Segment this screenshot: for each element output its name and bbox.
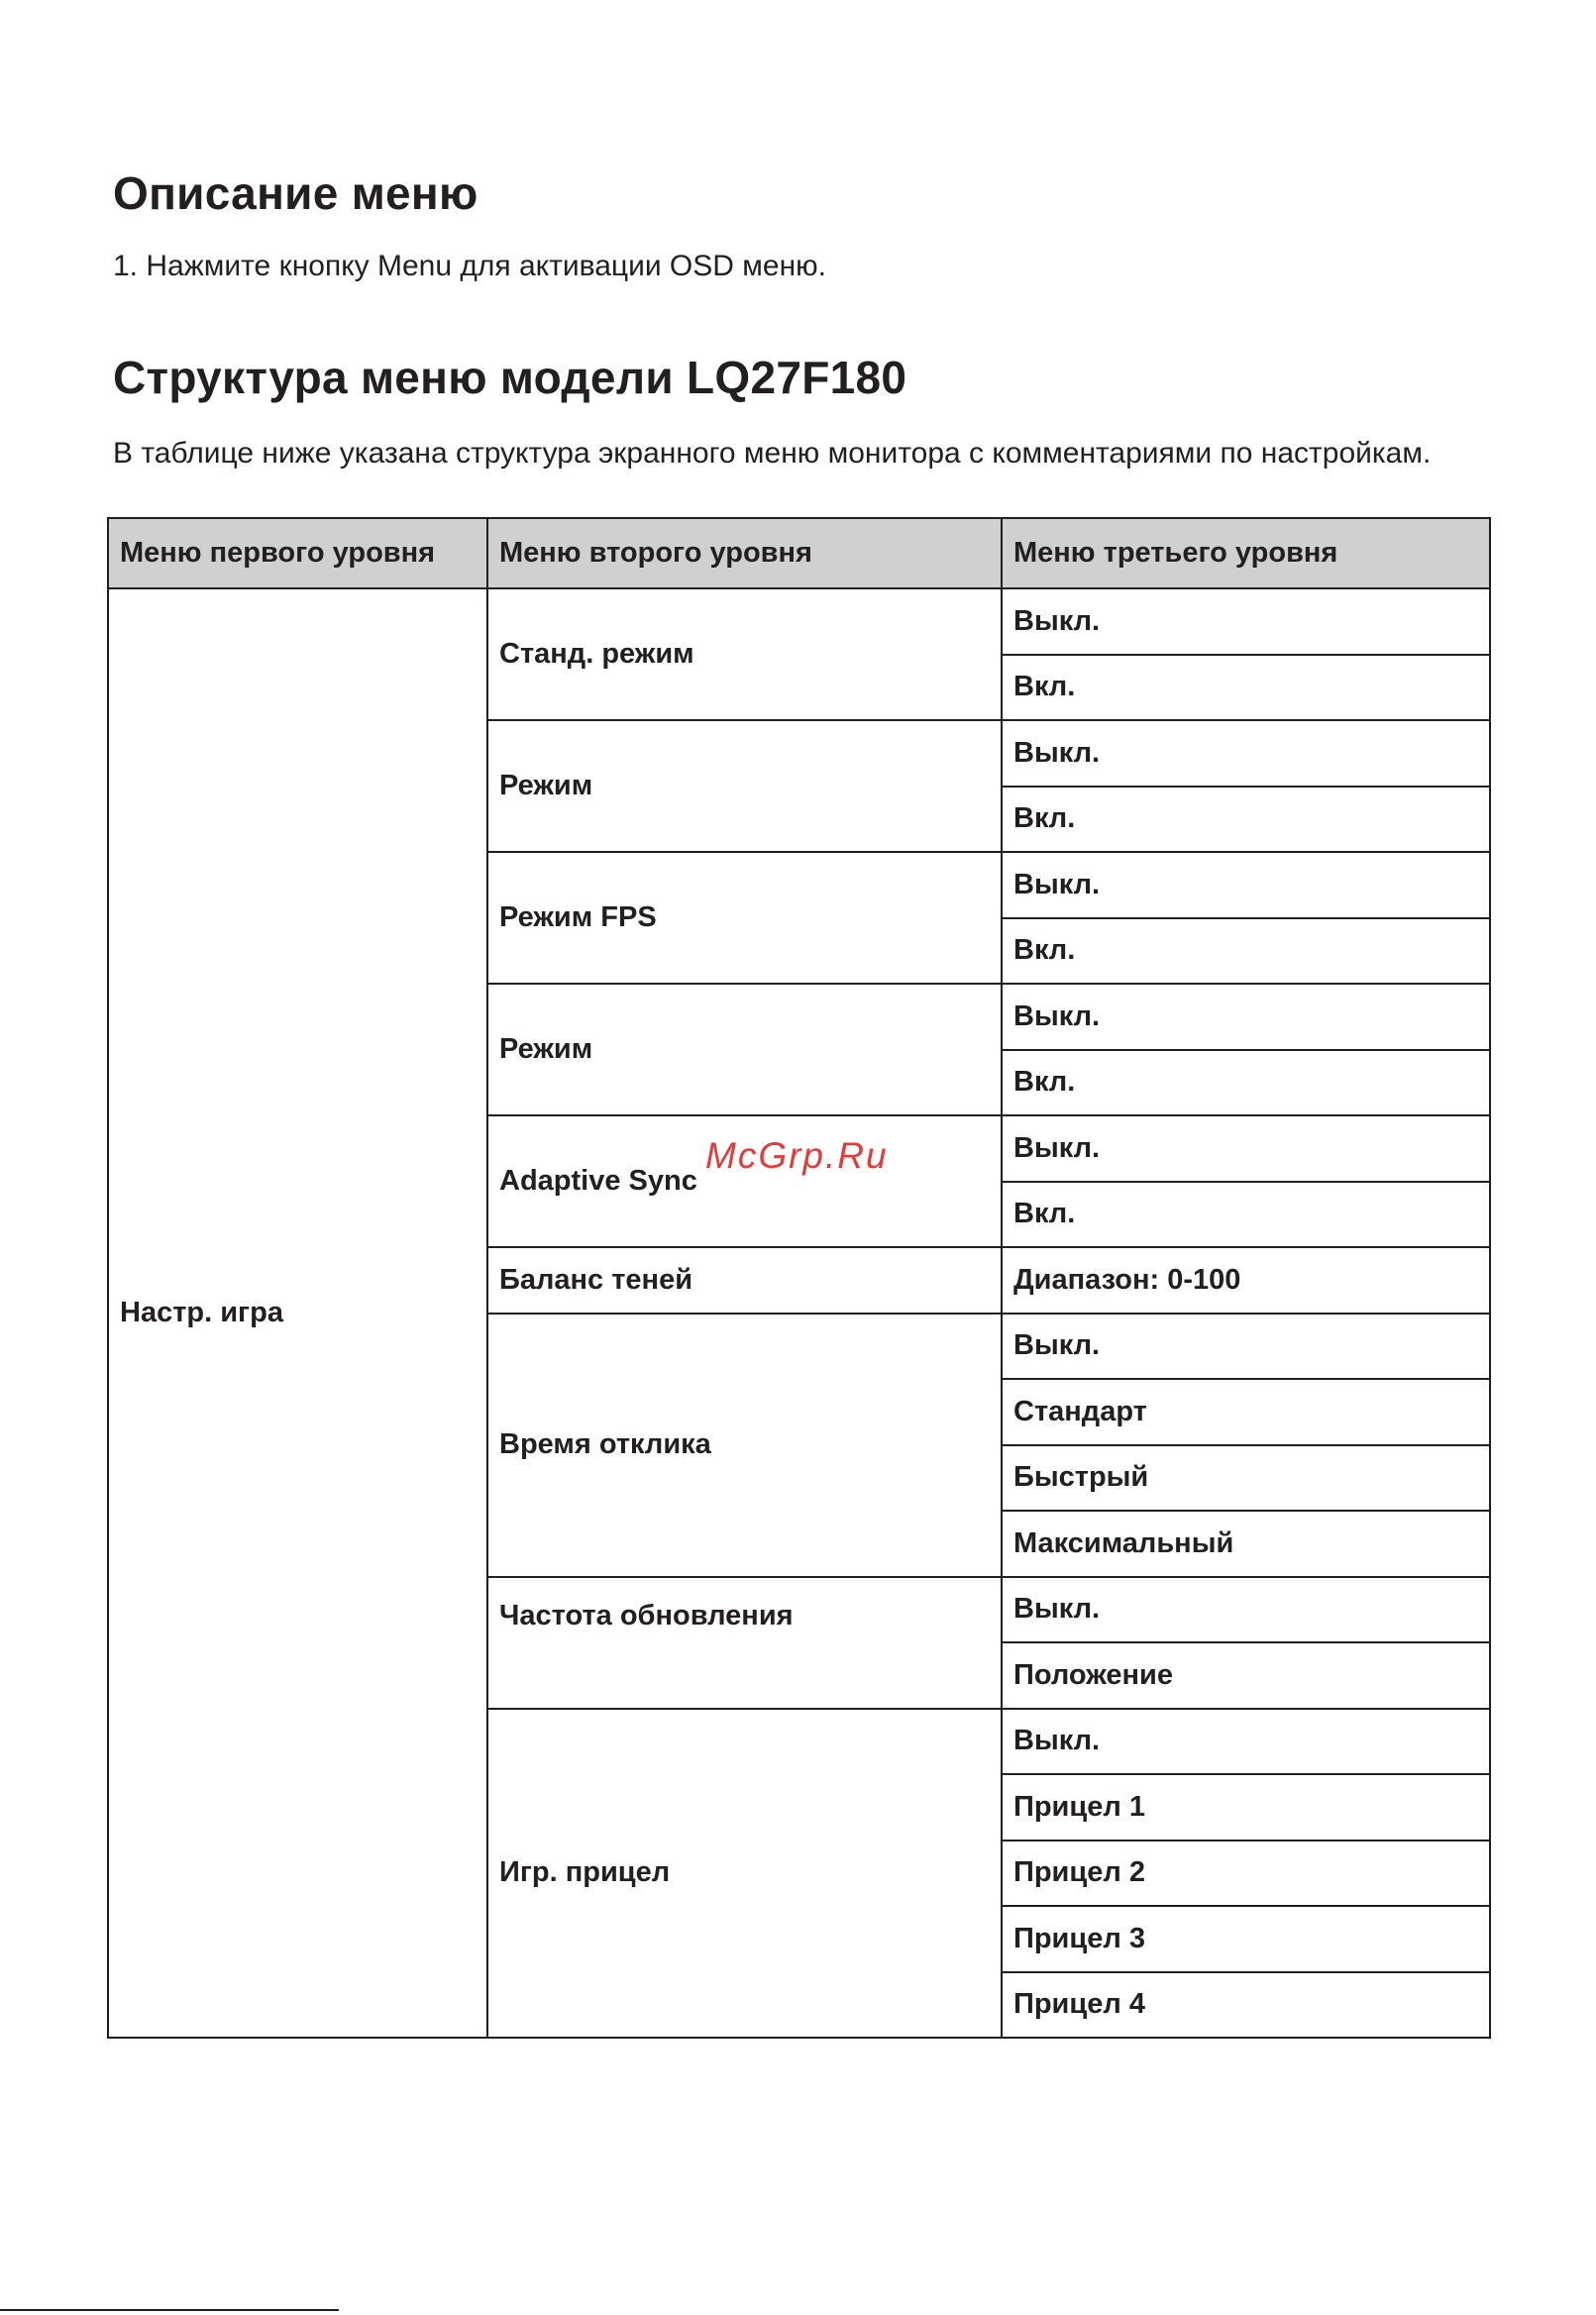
level2-cell: Станд. режим xyxy=(487,588,1002,720)
structure-title: Структура меню модели LQ27F180 xyxy=(113,352,907,403)
level3-cell: Вкл. xyxy=(1002,787,1490,853)
level3-cell: Выкл. xyxy=(1002,1709,1490,1775)
level3-cell: Быстрый xyxy=(1002,1445,1490,1512)
table-body xyxy=(108,588,1490,2038)
level3-cell: Прицел 1 xyxy=(1002,1774,1490,1841)
level3-cell: Максимальный xyxy=(1002,1511,1490,1577)
level3-cell: Выкл. xyxy=(1002,1314,1490,1380)
table-row xyxy=(108,588,1490,655)
level2-cell: Режим FPS xyxy=(487,852,1002,984)
level1-cell: Настр. игра xyxy=(108,588,487,2038)
header-level-3: Меню третьего уровня xyxy=(1002,518,1490,588)
level3-cell: Вкл. xyxy=(1002,918,1490,985)
level3-cell: Выкл. xyxy=(1002,852,1490,918)
level3-cell: Вкл. xyxy=(1002,1182,1490,1248)
level3-cell: Прицел 3 xyxy=(1002,1906,1490,1972)
level2-cell: Adaptive Sync xyxy=(487,1115,1002,1247)
header-level-1: Меню первого уровня xyxy=(108,518,487,588)
level3-cell: Прицел 2 xyxy=(1002,1841,1490,1907)
level3-cell: Выкл. xyxy=(1002,1577,1490,1643)
level3-cell: Положение xyxy=(1002,1642,1490,1709)
level3-cell: Вкл. xyxy=(1002,1050,1490,1116)
level3-cell: Выкл. xyxy=(1002,588,1490,655)
header-level-2: Меню второго уровня xyxy=(487,518,1002,588)
level3-cell: Прицел 4 xyxy=(1002,1972,1490,2039)
level3-cell: Стандарт xyxy=(1002,1379,1490,1445)
level2-cell: Баланс теней xyxy=(487,1247,1002,1314)
step-1-text: 1. Нажмите кнопку Menu для активации OSD меню. xyxy=(113,250,826,282)
level3-cell: Выкл. xyxy=(1002,984,1490,1050)
level3-cell: Выкл. xyxy=(1002,720,1490,787)
table-header-row xyxy=(108,518,1490,588)
menu-structure-table xyxy=(107,517,1491,2039)
level3-cell: Выкл. xyxy=(1002,1115,1490,1182)
structure-intro: В таблице ниже указана структура экранного меню монитора с комментариями по настройкам. xyxy=(113,437,1432,470)
level2-cell: Режим xyxy=(487,720,1002,852)
level3-cell: Диапазон: 0-100 xyxy=(1002,1247,1490,1314)
section-title: Описание меню xyxy=(113,167,479,219)
level2-cell: Режим xyxy=(487,984,1002,1115)
watermark-text: McGrp.Ru xyxy=(705,1135,889,1176)
level2-cell: Игр. прицел xyxy=(487,1709,1002,2039)
footer-divider xyxy=(0,2309,339,2311)
level2-cell: Частота обновления xyxy=(487,1577,1002,1709)
level3-cell: Вкл. xyxy=(1002,655,1490,721)
level2-cell: Время отклика xyxy=(487,1314,1002,1577)
